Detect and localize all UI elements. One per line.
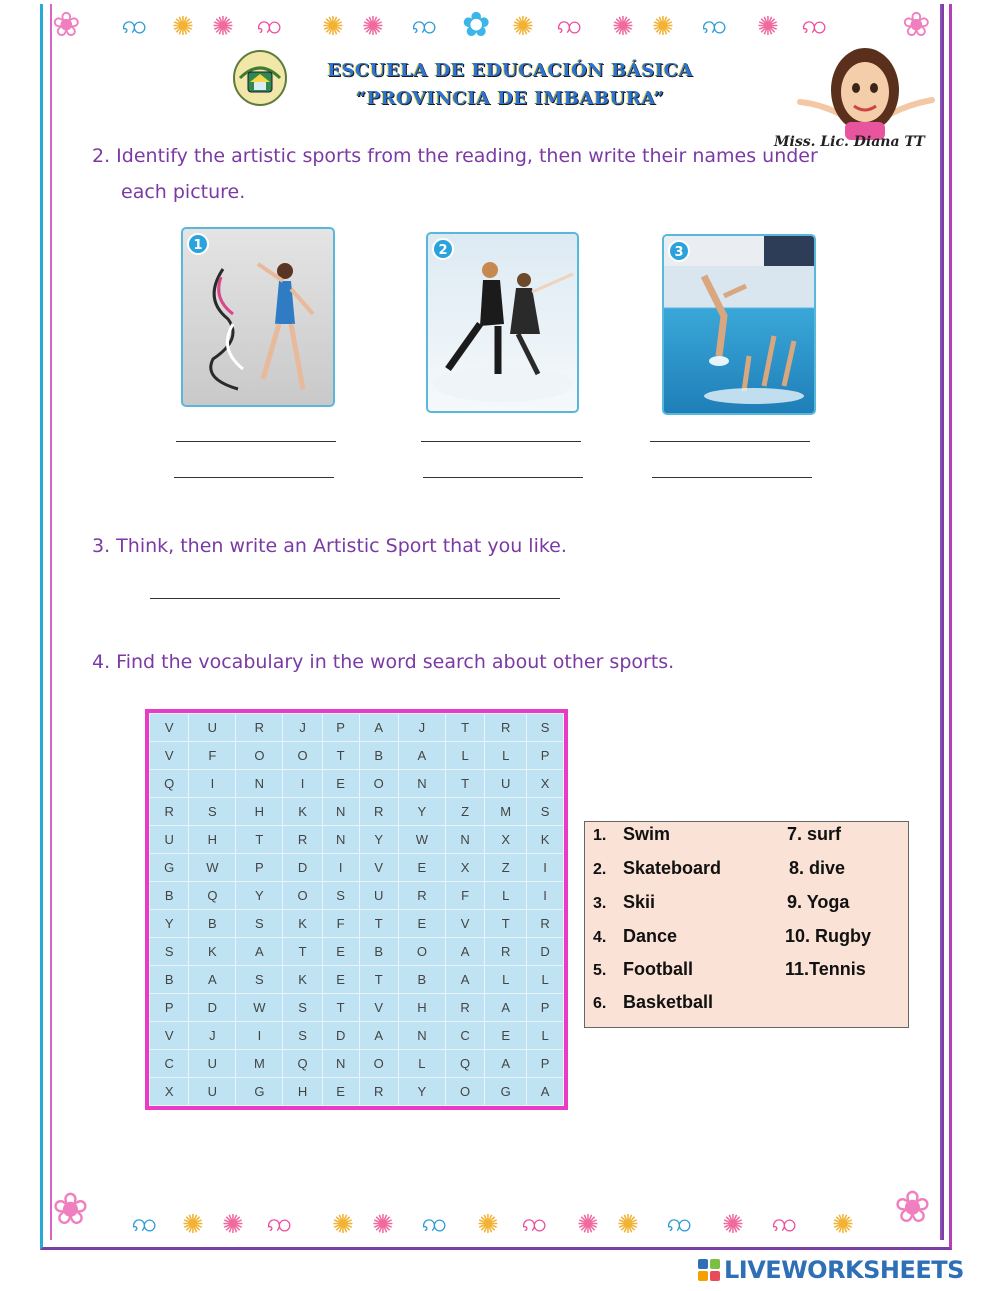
school-crest-icon	[232, 48, 288, 106]
word-search-cell[interactable]: D	[527, 938, 564, 966]
word-search-cell[interactable]: B	[189, 910, 236, 938]
word-search-cell[interactable]: X	[150, 1078, 189, 1106]
word-search-cell[interactable]: S	[322, 882, 359, 910]
word-search-row	[150, 798, 564, 826]
vocab-item: 7. surf	[787, 824, 842, 844]
swirl-icon: ꩡ	[772, 1208, 798, 1238]
word-search-cell[interactable]: A	[527, 1078, 564, 1106]
word-search-cell[interactable]: O	[283, 882, 322, 910]
word-search-cell[interactable]: H	[189, 826, 236, 854]
word-search-cell[interactable]: E	[322, 770, 359, 798]
word-search-cell[interactable]: P	[150, 994, 189, 1022]
word-search-row	[150, 1078, 564, 1106]
word-search-cell[interactable]: Y	[150, 910, 189, 938]
word-search-cell[interactable]: U	[485, 770, 527, 798]
word-search-cell[interactable]: L	[485, 882, 527, 910]
vocab-item	[593, 992, 713, 1013]
word-search-cell[interactable]: E	[322, 1078, 359, 1106]
star-icon: ✺	[477, 1210, 499, 1240]
word-search-cell[interactable]: G	[236, 1078, 283, 1106]
question-3: 3. Think, then write an Artistic Sport that you like.	[92, 535, 567, 557]
question-2	[92, 138, 932, 210]
word-search-cell[interactable]: T	[236, 826, 283, 854]
word-search-cell[interactable]: N	[445, 826, 484, 854]
word-search-cell[interactable]: Y	[359, 826, 398, 854]
word-search-cell[interactable]: Y	[236, 882, 283, 910]
word-search-cell[interactable]: Y	[398, 1078, 445, 1106]
word-search-cell[interactable]: N	[322, 798, 359, 826]
word-search-cell[interactable]: L	[445, 742, 484, 770]
picture-synchronized-swimming	[662, 234, 816, 415]
vocabulary-box	[584, 821, 909, 1028]
word-search-cell[interactable]: S	[236, 966, 283, 994]
vocab-word: Swim	[623, 824, 671, 844]
word-search-cell[interactable]: J	[283, 714, 322, 742]
word-search-cell[interactable]: D	[189, 994, 236, 1022]
vocab-item: 8. dive	[789, 858, 846, 878]
vocab-number: 1.	[593, 827, 607, 844]
word-search-cell[interactable]: U	[189, 1050, 236, 1078]
star-icon: ✺	[332, 1210, 354, 1240]
word-search-cell[interactable]: N	[398, 1022, 445, 1050]
flower-icon: ❀	[52, 1186, 89, 1235]
word-search-cell[interactable]: E	[398, 910, 445, 938]
vocab-number: 2.	[593, 861, 607, 878]
word-search-cell[interactable]: S	[236, 910, 283, 938]
word-search-cell[interactable]: A	[236, 938, 283, 966]
word-search-cell[interactable]: X	[485, 826, 527, 854]
word-search-cell[interactable]: S	[527, 798, 564, 826]
word-search-cell[interactable]: K	[283, 966, 322, 994]
word-search-cell[interactable]: X	[527, 770, 564, 798]
word-search-table	[149, 713, 564, 1106]
word-search-cell[interactable]: S	[189, 798, 236, 826]
ice-dancers-illustration	[428, 234, 577, 411]
word-search-cell[interactable]: R	[485, 938, 527, 966]
flower-icon: ❀	[902, 6, 931, 45]
word-search-cell[interactable]: G	[150, 854, 189, 882]
word-search-cell[interactable]: O	[283, 742, 322, 770]
word-search-row	[150, 1022, 564, 1050]
gymnast-illustration	[183, 229, 333, 405]
word-search-row	[150, 714, 564, 742]
word-search-row	[150, 742, 564, 770]
word-search-cell[interactable]: V	[150, 1022, 189, 1050]
vocab-number: 4.	[593, 929, 607, 946]
word-search-cell[interactable]: V	[359, 854, 398, 882]
word-search-cell[interactable]: H	[236, 798, 283, 826]
word-search-cell[interactable]: S	[283, 1022, 322, 1050]
word-search-cell[interactable]: T	[359, 910, 398, 938]
word-search-cell[interactable]: K	[283, 910, 322, 938]
word-search-row	[150, 966, 564, 994]
word-search-cell[interactable]: Y	[398, 798, 445, 826]
word-search-cell[interactable]: Q	[150, 770, 189, 798]
vocab-item: 11.Tennis	[785, 959, 866, 979]
word-search-cell[interactable]: I	[283, 770, 322, 798]
word-search-cell[interactable]: C	[150, 1050, 189, 1078]
picture-number-badge: 1	[187, 233, 209, 255]
vocab-word: Skateboard	[623, 858, 722, 878]
word-search-cell[interactable]: T	[359, 966, 398, 994]
word-search-cell[interactable]: T	[322, 742, 359, 770]
answer-line-2a[interactable]	[421, 441, 581, 442]
word-search-row	[150, 1050, 564, 1078]
word-search-row	[150, 882, 564, 910]
page-frame-inner-right	[940, 4, 942, 1240]
word-search-cell[interactable]: H	[398, 994, 445, 1022]
word-search-row	[150, 770, 564, 798]
star-icon: ✺	[372, 1210, 394, 1240]
word-search-cell[interactable]: G	[485, 1078, 527, 1106]
teacher-avatar	[790, 44, 940, 140]
word-search-cell[interactable]: Z	[445, 798, 484, 826]
vocab-item: 9. Yoga	[787, 892, 850, 912]
word-search-row	[150, 938, 564, 966]
star-icon: ✺	[172, 12, 194, 42]
word-search-cell[interactable]: D	[283, 854, 322, 882]
question-2-line2: each picture.	[121, 181, 246, 203]
word-search-cell[interactable]: R	[485, 714, 527, 742]
word-search-cell[interactable]: P	[322, 714, 359, 742]
picture-number-badge: 2	[432, 238, 454, 260]
word-search-cell[interactable]: N	[398, 770, 445, 798]
word-search-cell[interactable]: B	[359, 742, 398, 770]
star-icon: ✺	[362, 12, 384, 42]
word-search-cell[interactable]: O	[359, 1050, 398, 1078]
word-search-cell[interactable]: I	[322, 854, 359, 882]
word-search-cell[interactable]: F	[445, 882, 484, 910]
word-search-cell[interactable]: T	[445, 770, 484, 798]
word-search-cell[interactable]: E	[398, 854, 445, 882]
swirl-icon: ꩡ	[267, 1208, 293, 1238]
word-search-cell[interactable]: O	[398, 938, 445, 966]
vocab-number: 5.	[593, 962, 607, 979]
vocab-word: Dance	[623, 926, 678, 946]
word-search-cell[interactable]: E	[322, 966, 359, 994]
word-search-cell[interactable]: Q	[189, 882, 236, 910]
word-search-row	[150, 826, 564, 854]
picture-number-badge: 3	[668, 240, 690, 262]
swirl-icon: ꩡ	[522, 1208, 548, 1238]
word-search-cell[interactable]: R	[283, 826, 322, 854]
word-search-cell[interactable]: S	[150, 938, 189, 966]
word-search-cell[interactable]: J	[398, 714, 445, 742]
word-search-cell[interactable]: R	[236, 714, 283, 742]
question-2-line1: 2. Identify the artistic sports from the reading, then write their names under	[92, 145, 818, 167]
word-search-cell[interactable]: O	[445, 1078, 484, 1106]
answer-line-3b[interactable]	[652, 477, 812, 478]
vocab-number: 6.	[593, 995, 607, 1012]
word-search-cell[interactable]: T	[322, 994, 359, 1022]
star-icon: ✺	[212, 12, 234, 42]
vocab-item	[593, 959, 693, 980]
word-search-cell[interactable]: M	[485, 798, 527, 826]
word-search-cell[interactable]: K	[283, 798, 322, 826]
word-search-cell[interactable]: B	[150, 882, 189, 910]
vocab-item	[593, 824, 670, 845]
word-search-cell[interactable]: S	[527, 714, 564, 742]
word-search-cell[interactable]: R	[398, 882, 445, 910]
star-icon: ✺	[322, 12, 344, 42]
vocab-item	[593, 926, 677, 947]
vocab-item	[593, 892, 655, 913]
word-search-cell[interactable]: M	[236, 1050, 283, 1078]
word-search-cell[interactable]: P	[527, 1050, 564, 1078]
vocab-word: Skii	[623, 892, 656, 912]
word-search-cell[interactable]: A	[189, 966, 236, 994]
word-search-cell[interactable]: I	[236, 1022, 283, 1050]
word-search-cell[interactable]: V	[445, 910, 484, 938]
liveworksheets-logo-text: LIVEWORKSHEETS	[724, 1256, 964, 1284]
word-search-cell[interactable]: T	[283, 938, 322, 966]
star-icon: ✺	[722, 1210, 744, 1240]
swirl-icon: ꩡ	[557, 10, 583, 40]
word-search-cell[interactable]: E	[485, 1022, 527, 1050]
word-search-cell[interactable]: W	[398, 826, 445, 854]
vocab-item	[593, 858, 721, 879]
word-search-cell[interactable]: I	[189, 770, 236, 798]
word-search-cell[interactable]: P	[527, 742, 564, 770]
word-search-cell[interactable]: N	[322, 1050, 359, 1078]
star-icon: ✺	[222, 1210, 244, 1240]
word-search-cell[interactable]: I	[527, 882, 564, 910]
word-search-cell[interactable]: R	[150, 798, 189, 826]
vocab-item: 10. Rugby	[785, 926, 872, 946]
word-search-cell[interactable]: R	[359, 798, 398, 826]
word-search-cell[interactable]: X	[445, 854, 484, 882]
word-search-cell[interactable]: A	[445, 966, 484, 994]
word-search-cell[interactable]: U	[150, 826, 189, 854]
star-icon: ✺	[612, 12, 634, 42]
word-search-cell[interactable]: R	[527, 910, 564, 938]
word-search-cell[interactable]: B	[398, 966, 445, 994]
word-search-cell[interactable]: F	[189, 742, 236, 770]
swirl-icon: ꩡ	[412, 10, 438, 40]
word-search-cell[interactable]: V	[359, 994, 398, 1022]
star-icon: ✺	[757, 12, 779, 42]
answer-line-1a[interactable]	[176, 441, 336, 442]
word-search-cell[interactable]: A	[398, 742, 445, 770]
word-search-cell[interactable]: J	[189, 1022, 236, 1050]
word-search-cell[interactable]: L	[485, 742, 527, 770]
answer-line-1b[interactable]	[174, 477, 334, 478]
word-search-cell[interactable]: F	[322, 910, 359, 938]
word-search-cell[interactable]: Z	[485, 854, 527, 882]
star-icon: ✺	[577, 1210, 599, 1240]
flower-icon: ✿	[462, 6, 491, 45]
word-search-cell[interactable]: V	[150, 742, 189, 770]
word-search-grid	[145, 709, 568, 1110]
word-search-cell[interactable]: S	[283, 994, 322, 1022]
word-search-cell[interactable]: A	[445, 938, 484, 966]
word-search-cell[interactable]: L	[398, 1050, 445, 1078]
word-search-cell[interactable]: K	[189, 938, 236, 966]
picture-ice-dancing	[426, 232, 579, 413]
swirl-icon: ꩡ	[667, 1208, 693, 1238]
star-icon: ✺	[832, 1210, 854, 1240]
word-search-row	[150, 994, 564, 1022]
star-icon: ✺	[182, 1210, 204, 1240]
vocab-word: Basketball	[623, 992, 714, 1012]
word-search-cell[interactable]: N	[236, 770, 283, 798]
vocab-word: Football	[623, 959, 693, 979]
word-search-cell[interactable]: H	[283, 1078, 322, 1106]
word-search-cell[interactable]: O	[359, 770, 398, 798]
swirl-icon: ꩡ	[702, 10, 728, 40]
word-search-cell[interactable]: O	[236, 742, 283, 770]
word-search-cell[interactable]: C	[445, 1022, 484, 1050]
flower-icon: ❀	[52, 6, 81, 45]
word-search-cell[interactable]: U	[189, 1078, 236, 1106]
swirl-icon: ꩡ	[132, 1208, 158, 1238]
word-search-cell[interactable]: Q	[445, 1050, 484, 1078]
word-search-cell[interactable]: A	[485, 1050, 527, 1078]
word-search-cell[interactable]: N	[322, 826, 359, 854]
answer-line-2b[interactable]	[423, 477, 583, 478]
swirl-icon: ꩡ	[422, 1208, 448, 1238]
teacher-name: Miss. Lic. Diana TT	[774, 134, 925, 150]
swirl-icon: ꩡ	[257, 10, 283, 40]
word-search-cell[interactable]: P	[236, 854, 283, 882]
word-search-cell[interactable]: Q	[283, 1050, 322, 1078]
swirl-icon: ꩡ	[802, 10, 828, 40]
flower-icon: ❀	[894, 1186, 931, 1233]
word-search-cell[interactable]: R	[359, 1078, 398, 1106]
school-province: “PROVINCIA DE IMBABURA”	[355, 88, 665, 109]
word-search-cell[interactable]: L	[527, 966, 564, 994]
word-search-row	[150, 854, 564, 882]
swirl-icon: ꩡ	[122, 10, 148, 40]
question-4: 4. Find the vocabulary in the word search about other sports.	[92, 651, 675, 673]
word-search-cell[interactable]: T	[445, 714, 484, 742]
swimmers-illustration	[664, 236, 814, 413]
word-search-cell[interactable]: D	[322, 1022, 359, 1050]
floral-border-bottom	[52, 1186, 944, 1248]
word-search-cell[interactable]: W	[236, 994, 283, 1022]
word-search-cell[interactable]: K	[527, 826, 564, 854]
word-search-cell[interactable]: B	[359, 938, 398, 966]
word-search-cell[interactable]: L	[527, 1022, 564, 1050]
word-search-cell[interactable]: E	[322, 938, 359, 966]
word-search-cell[interactable]: T	[485, 910, 527, 938]
star-icon: ✺	[512, 12, 534, 42]
vocab-number: 3.	[593, 895, 607, 912]
word-search-cell[interactable]: L	[485, 966, 527, 994]
school-name: ESCUELA DE EDUCACIÓN BÁSICA	[327, 60, 693, 81]
word-search-cell[interactable]: U	[189, 714, 236, 742]
word-search-cell[interactable]: A	[359, 1022, 398, 1050]
word-search-cell[interactable]: I	[527, 854, 564, 882]
word-search-cell[interactable]: P	[527, 994, 564, 1022]
word-search-cell[interactable]: R	[445, 994, 484, 1022]
picture-rhythmic-gymnastics	[181, 227, 335, 407]
word-search-cell[interactable]: V	[150, 714, 189, 742]
word-search-row	[150, 910, 564, 938]
answer-line-3a[interactable]	[650, 441, 810, 442]
word-search-cell[interactable]: W	[189, 854, 236, 882]
word-search-cell[interactable]: B	[150, 966, 189, 994]
star-icon: ✺	[617, 1210, 639, 1240]
word-search-cell[interactable]: A	[485, 994, 527, 1022]
word-search-cell[interactable]: U	[359, 882, 398, 910]
answer-line-favorite-sport[interactable]	[150, 598, 560, 599]
word-search-cell[interactable]: A	[359, 714, 398, 742]
liveworksheets-logo-icon	[698, 1259, 720, 1281]
star-icon: ✺	[652, 12, 674, 42]
